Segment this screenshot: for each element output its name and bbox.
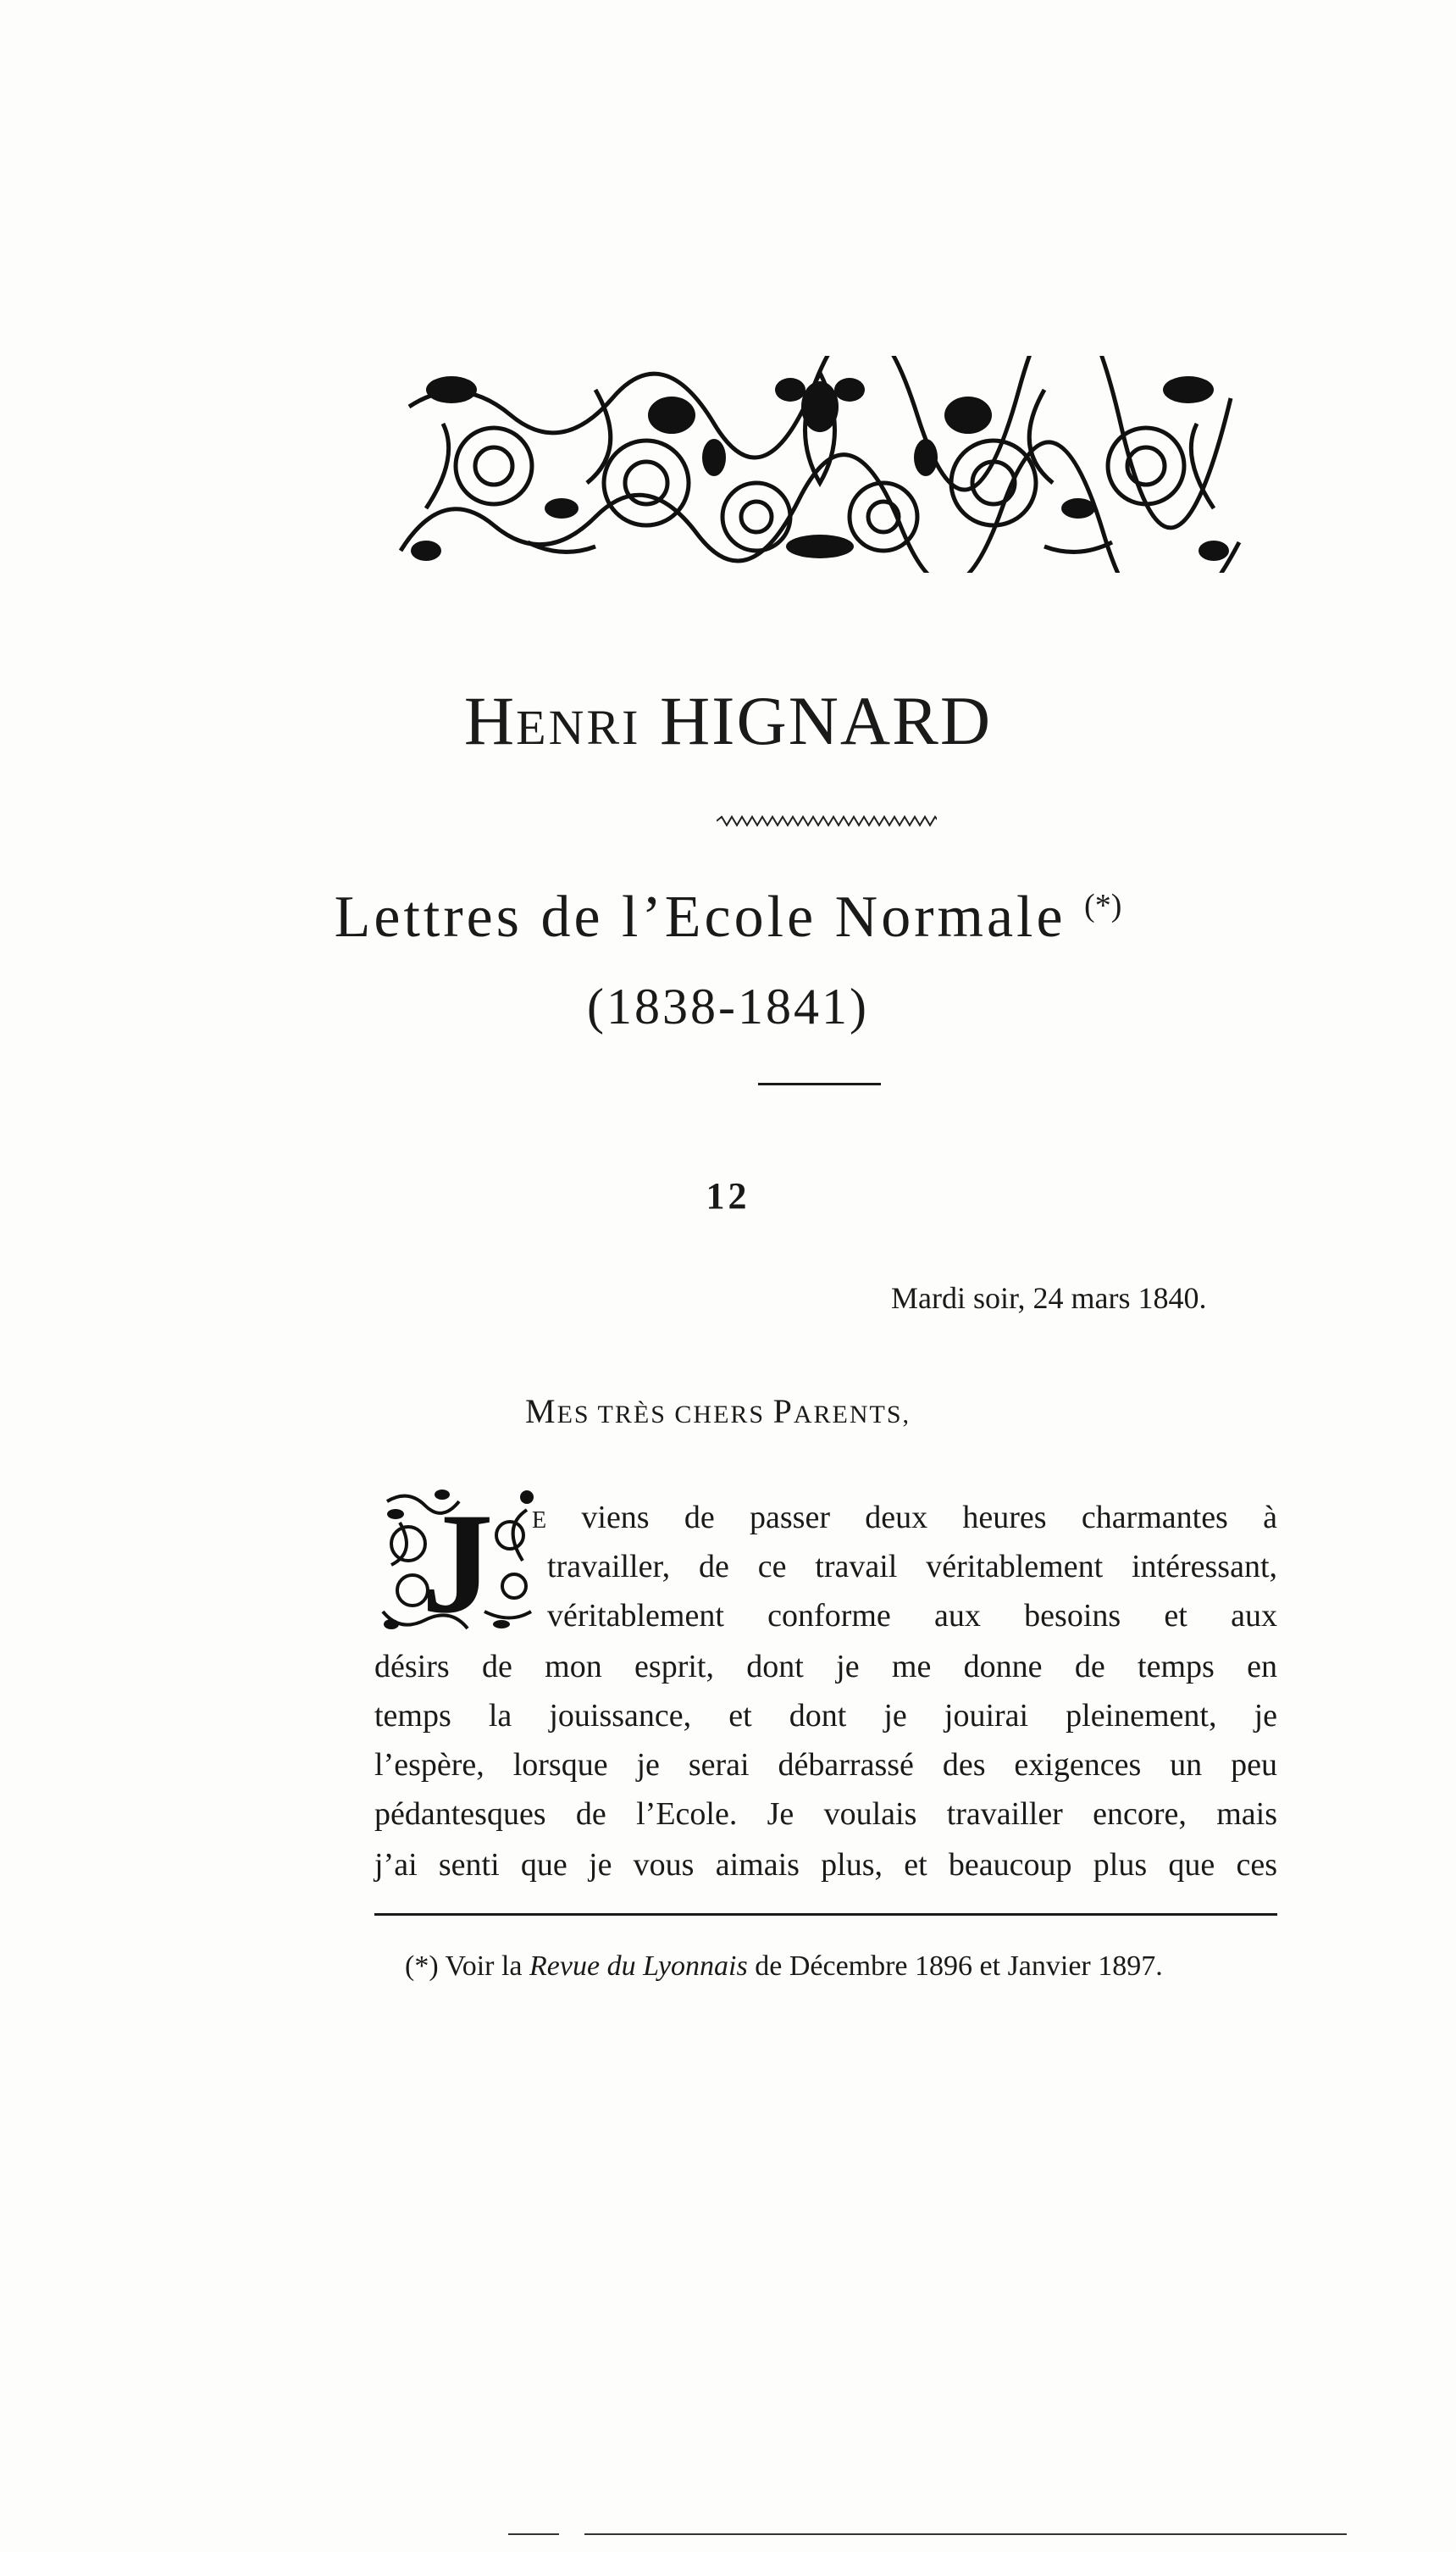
- body-line-3: véritablement conforme aux besoins et aux: [547, 1598, 1277, 1634]
- salutation-cap-2: P: [772, 1392, 794, 1430]
- footnote-post: de Décembre 1896 et Janvier 1897.: [755, 1950, 1163, 1982]
- title-footnote-mark: (*): [1084, 888, 1122, 924]
- footnote-rule: [374, 1913, 1277, 1916]
- letter-number: 12: [706, 1175, 750, 1217]
- letter-salutation: [525, 1392, 911, 1430]
- salutation-part-2: ARENTS,: [793, 1401, 911, 1429]
- footnote-journal: Revue du Lyonnais: [529, 1950, 748, 1982]
- title-dates: (1838-1841): [587, 979, 869, 1035]
- author-first-cap: H: [463, 682, 517, 759]
- author-first-rest: ENRI: [516, 700, 641, 755]
- title-rule: [758, 1083, 881, 1085]
- footnote-pre: Voir la: [445, 1950, 523, 1982]
- body-line-1-smallcap: E: [532, 1507, 547, 1534]
- footnote-mark: (*): [405, 1950, 439, 1982]
- wavy-divider: [717, 815, 937, 827]
- dropcap-letter: J: [421, 1484, 494, 1635]
- body-line-1-text: E viens de passer deux heures charmantes à: [532, 1500, 1277, 1535]
- salutation-cap-1: M: [525, 1392, 557, 1430]
- body-line-5: temps la jouissance, et dont je jouirai pleinement, je: [374, 1698, 1277, 1734]
- ornamental-headpiece: [392, 356, 1248, 573]
- document-title: [0, 885, 1456, 950]
- author-last: HIGNARD: [659, 682, 993, 759]
- bottom-edge-mark: [508, 2533, 559, 2535]
- body-line-1: [532, 1501, 1277, 1534]
- body-line-6: l’espère, lorsque je serai débarrassé des exigences un peu: [374, 1747, 1277, 1783]
- letter-dateline: Mardi soir, 24 mars 1840.: [891, 1281, 1207, 1315]
- decorated-initial: [374, 1484, 540, 1635]
- salutation-part-1: ES TRÈS CHERS: [556, 1401, 773, 1429]
- author-name: [0, 682, 1456, 759]
- body-line-4: désirs de mon esprit, dont je me donne de temps en: [374, 1649, 1277, 1684]
- body-line-8: j’ai senti que je vous aimais plus, et beaucoup plus que ces: [374, 1847, 1277, 1883]
- bottom-edge-rule: [584, 2533, 1347, 2535]
- body-line-2: travailler, de ce travail véritablement intéressant,: [547, 1549, 1277, 1584]
- body-line-7: pédantesques de l’Ecole. Je voulais travailler encore, mais: [374, 1796, 1277, 1832]
- title-text: Lettres de l’Ecole Normale: [334, 885, 1066, 950]
- footnote: [405, 1952, 1163, 1981]
